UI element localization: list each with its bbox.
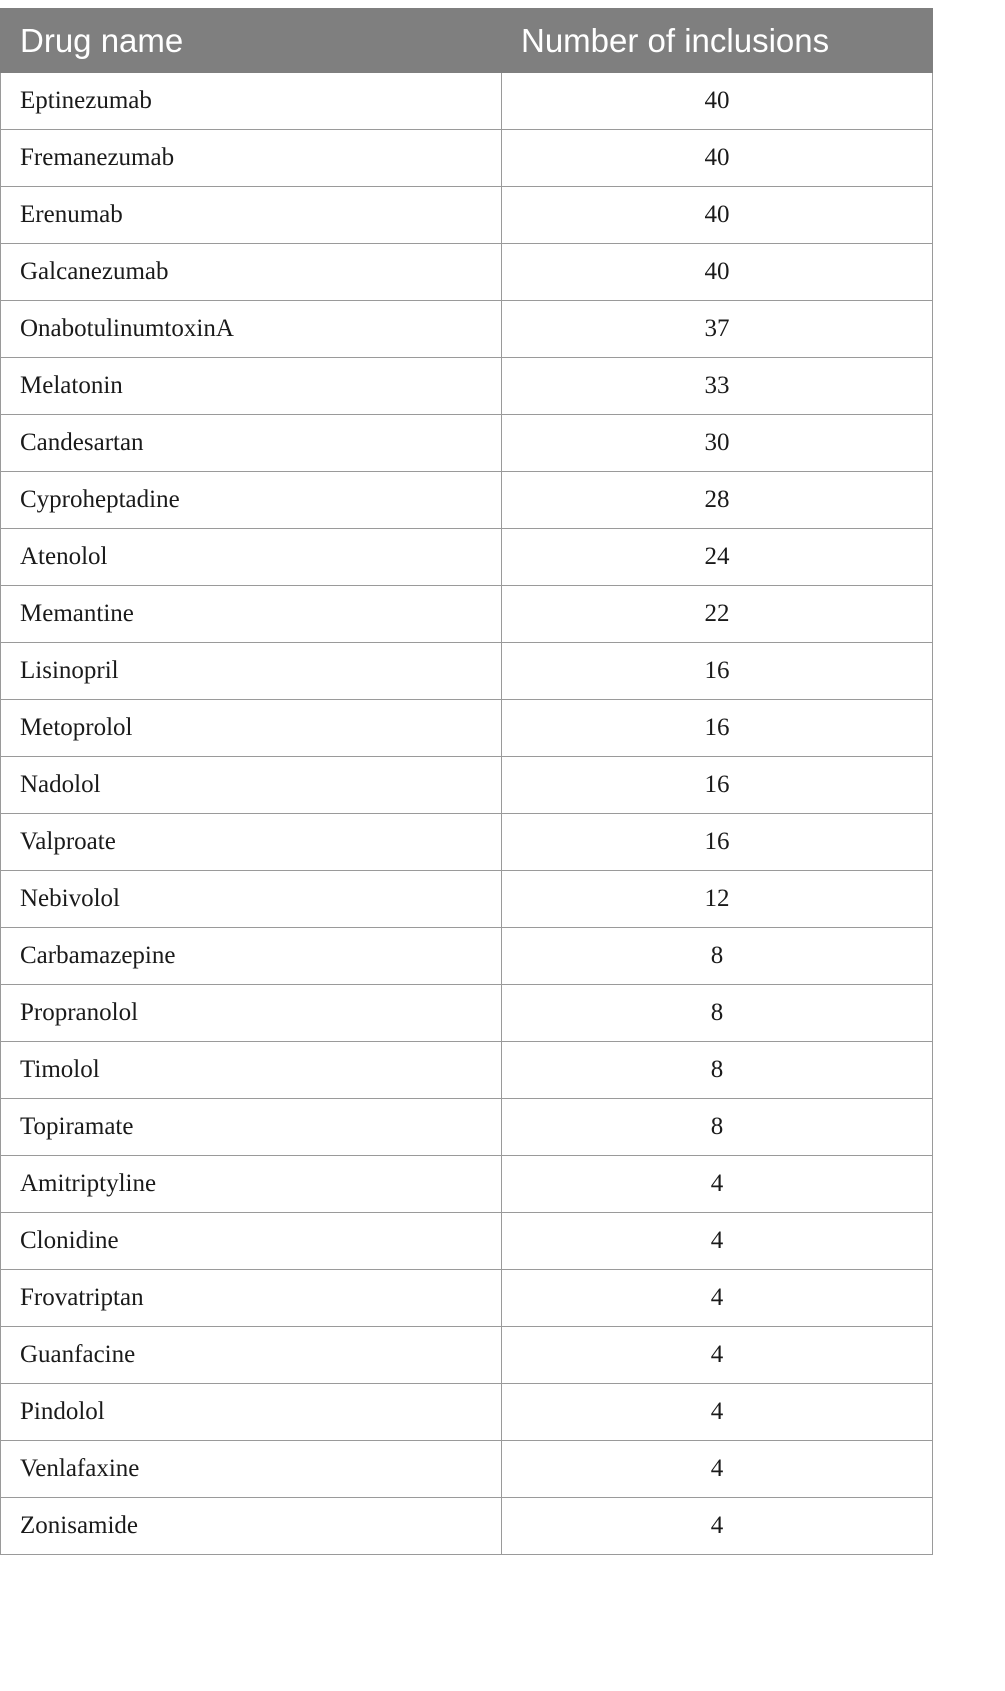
drug-name-cell: Pindolol	[1, 1384, 502, 1441]
drug-name-cell: Atenolol	[1, 529, 502, 586]
inclusion-count-cell: 40	[502, 130, 933, 187]
drug-name-cell: Lisinopril	[1, 643, 502, 700]
drug-name-cell: Fremanezumab	[1, 130, 502, 187]
table-row	[1, 415, 933, 472]
table-row	[1, 73, 933, 130]
drug-name-cell: Clonidine	[1, 1213, 502, 1270]
table-row	[1, 985, 933, 1042]
table-row	[1, 871, 933, 928]
inclusion-count-cell: 4	[502, 1498, 933, 1555]
drug-name-cell: Guanfacine	[1, 1327, 502, 1384]
table-row	[1, 301, 933, 358]
table-row	[1, 700, 933, 757]
drug-name-cell: Venlafaxine	[1, 1441, 502, 1498]
drug-name-cell: Metoprolol	[1, 700, 502, 757]
table-row	[1, 358, 933, 415]
drug-name-cell: Propranolol	[1, 985, 502, 1042]
drug-name-cell: Melatonin	[1, 358, 502, 415]
inclusion-count-cell: 16	[502, 757, 933, 814]
inclusion-count-cell: 8	[502, 1042, 933, 1099]
drug-name-cell: Nadolol	[1, 757, 502, 814]
table-row	[1, 1384, 933, 1441]
table-row	[1, 643, 933, 700]
drug-name-cell: Nebivolol	[1, 871, 502, 928]
table-row	[1, 130, 933, 187]
table-row	[1, 928, 933, 985]
table-row	[1, 1213, 933, 1270]
inclusion-count-cell: 8	[502, 1099, 933, 1156]
drug-name-cell: Galcanezumab	[1, 244, 502, 301]
drug-name-cell: Timolol	[1, 1042, 502, 1099]
drug-name-cell: Eptinezumab	[1, 73, 502, 130]
table-row	[1, 1327, 933, 1384]
drug-name-cell: OnabotulinumtoxinA	[1, 301, 502, 358]
drug-inclusions-table	[0, 8, 933, 1555]
drug-name-cell: Erenumab	[1, 187, 502, 244]
inclusion-count-cell: 4	[502, 1384, 933, 1441]
inclusion-count-cell: 33	[502, 358, 933, 415]
inclusion-count-cell: 24	[502, 529, 933, 586]
inclusion-count-cell: 22	[502, 586, 933, 643]
inclusion-count-cell: 40	[502, 73, 933, 130]
table-row	[1, 1099, 933, 1156]
inclusion-count-cell: 28	[502, 472, 933, 529]
drug-inclusions-table-container	[0, 8, 932, 1555]
inclusion-count-cell: 37	[502, 301, 933, 358]
inclusion-count-cell: 8	[502, 928, 933, 985]
inclusion-count-cell: 4	[502, 1270, 933, 1327]
drug-name-cell: Topiramate	[1, 1099, 502, 1156]
inclusion-count-cell: 40	[502, 187, 933, 244]
inclusion-count-cell: 40	[502, 244, 933, 301]
inclusion-count-cell: 4	[502, 1156, 933, 1213]
table-row	[1, 1498, 933, 1555]
drug-name-cell: Valproate	[1, 814, 502, 871]
table-row	[1, 244, 933, 301]
table-row	[1, 586, 933, 643]
table-body	[1, 73, 933, 1555]
table-row	[1, 1042, 933, 1099]
table-row	[1, 187, 933, 244]
table-row	[1, 1156, 933, 1213]
inclusion-count-cell: 8	[502, 985, 933, 1042]
header-row	[1, 9, 933, 73]
drug-name-cell: Candesartan	[1, 415, 502, 472]
inclusion-count-cell: 4	[502, 1327, 933, 1384]
table-row	[1, 1441, 933, 1498]
inclusion-count-cell: 16	[502, 814, 933, 871]
inclusion-count-cell: 16	[502, 700, 933, 757]
drug-name-cell: Memantine	[1, 586, 502, 643]
header-drug-name: Drug name	[1, 9, 502, 73]
table-row	[1, 757, 933, 814]
drug-name-cell: Zonisamide	[1, 1498, 502, 1555]
table-row	[1, 1270, 933, 1327]
inclusion-count-cell: 16	[502, 643, 933, 700]
drug-name-cell: Frovatriptan	[1, 1270, 502, 1327]
inclusion-count-cell: 4	[502, 1213, 933, 1270]
table-row	[1, 814, 933, 871]
drug-name-cell: Amitriptyline	[1, 1156, 502, 1213]
table-row	[1, 472, 933, 529]
drug-name-cell: Carbamazepine	[1, 928, 502, 985]
table-row	[1, 529, 933, 586]
inclusion-count-cell: 12	[502, 871, 933, 928]
table-header	[1, 9, 933, 73]
inclusion-count-cell: 30	[502, 415, 933, 472]
drug-name-cell: Cyproheptadine	[1, 472, 502, 529]
inclusion-count-cell: 4	[502, 1441, 933, 1498]
header-number-of-inclusions: Number of inclusions	[502, 9, 933, 73]
